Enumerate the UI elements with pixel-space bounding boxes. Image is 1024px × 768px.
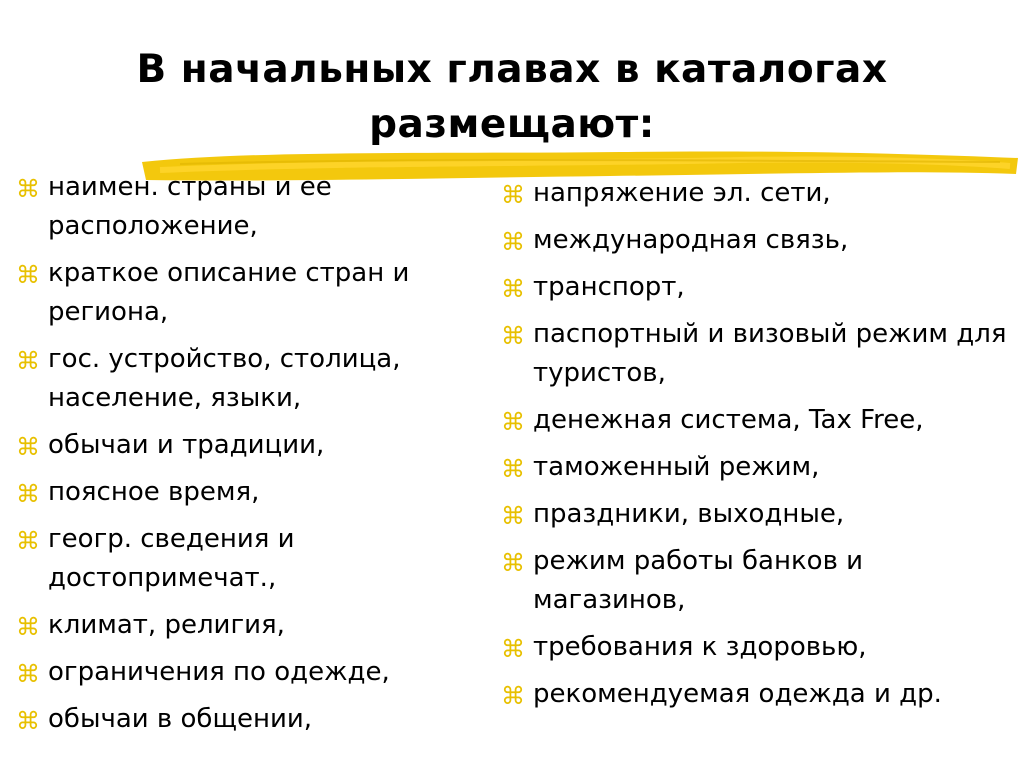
bullet-text: напряжение эл. сети, bbox=[533, 178, 831, 208]
bullet-text: паспортный и визовый режим для туристов, bbox=[533, 319, 1007, 388]
command-key-icon: ⌘ bbox=[501, 275, 525, 303]
bullet-item bbox=[495, 315, 1020, 393]
bullet-item bbox=[10, 473, 480, 512]
bullet-text: краткое описание стран и региона, bbox=[48, 258, 410, 327]
bullet-item bbox=[10, 606, 480, 645]
bullet-item bbox=[495, 221, 1020, 260]
slide-title-line-2: размещают: bbox=[369, 102, 655, 147]
command-key-icon: ⌘ bbox=[501, 228, 525, 256]
command-key-icon: ⌘ bbox=[501, 408, 525, 436]
bullet-text: ограничения по одежде, bbox=[48, 657, 390, 687]
bullet-item bbox=[495, 495, 1020, 534]
bullet-item bbox=[495, 542, 1020, 620]
bullet-item bbox=[495, 448, 1020, 487]
bullet-item bbox=[10, 520, 480, 598]
bullet-text: обычаи и традиции, bbox=[48, 430, 325, 460]
command-key-icon: ⌘ bbox=[501, 635, 525, 663]
bullet-text: праздники, выходные, bbox=[533, 499, 845, 529]
bullet-text: режим работы банков и магазинов, bbox=[533, 546, 864, 615]
command-key-icon: ⌘ bbox=[501, 181, 525, 209]
command-key-icon: ⌘ bbox=[16, 707, 40, 735]
bullet-text: денежная система, Tax Free, bbox=[533, 405, 924, 435]
bullet-item bbox=[495, 401, 1020, 440]
bullet-text: климат, религия, bbox=[48, 610, 285, 640]
right-bullet-list bbox=[495, 174, 1020, 722]
bullet-text: наимен. страны и ее расположение, bbox=[48, 172, 332, 241]
bullet-text: геогр. сведения и достопримечат., bbox=[48, 524, 295, 593]
command-key-icon: ⌘ bbox=[16, 613, 40, 641]
bullet-item bbox=[495, 628, 1020, 667]
bullet-item bbox=[10, 426, 480, 465]
slide-title-line-1: В начальных главах в каталогах bbox=[136, 47, 888, 92]
bullet-item bbox=[495, 675, 1020, 714]
bullet-text: гос. устройство, столица, население, языки, bbox=[48, 344, 401, 413]
bullet-item bbox=[10, 168, 480, 246]
bullet-text: поясное время, bbox=[48, 477, 260, 507]
bullet-text: требования к здоровью, bbox=[533, 632, 867, 662]
command-key-icon: ⌘ bbox=[16, 347, 40, 375]
bullet-item bbox=[10, 700, 480, 739]
bullet-text: рекомендуемая одежда и др. bbox=[533, 679, 942, 709]
slide-title bbox=[40, 42, 984, 152]
command-key-icon: ⌘ bbox=[16, 660, 40, 688]
bullet-text: обычаи в общении, bbox=[48, 704, 312, 734]
command-key-icon: ⌘ bbox=[501, 455, 525, 483]
bullet-item bbox=[10, 653, 480, 692]
left-bullet-list bbox=[10, 168, 480, 747]
bullet-item bbox=[10, 340, 480, 418]
bullet-item bbox=[495, 268, 1020, 307]
command-key-icon: ⌘ bbox=[501, 502, 525, 530]
bullet-text: транспорт, bbox=[533, 272, 685, 302]
bullet-text: таможенный режим, bbox=[533, 452, 820, 482]
bullet-item bbox=[10, 254, 480, 332]
command-key-icon: ⌘ bbox=[16, 261, 40, 289]
bullet-item bbox=[495, 174, 1020, 213]
command-key-icon: ⌘ bbox=[16, 175, 40, 203]
command-key-icon: ⌘ bbox=[501, 549, 525, 577]
bullet-text: международная связь, bbox=[533, 225, 849, 255]
command-key-icon: ⌘ bbox=[16, 480, 40, 508]
command-key-icon: ⌘ bbox=[501, 682, 525, 710]
command-key-icon: ⌘ bbox=[16, 527, 40, 555]
command-key-icon: ⌘ bbox=[16, 433, 40, 461]
command-key-icon: ⌘ bbox=[501, 322, 525, 350]
